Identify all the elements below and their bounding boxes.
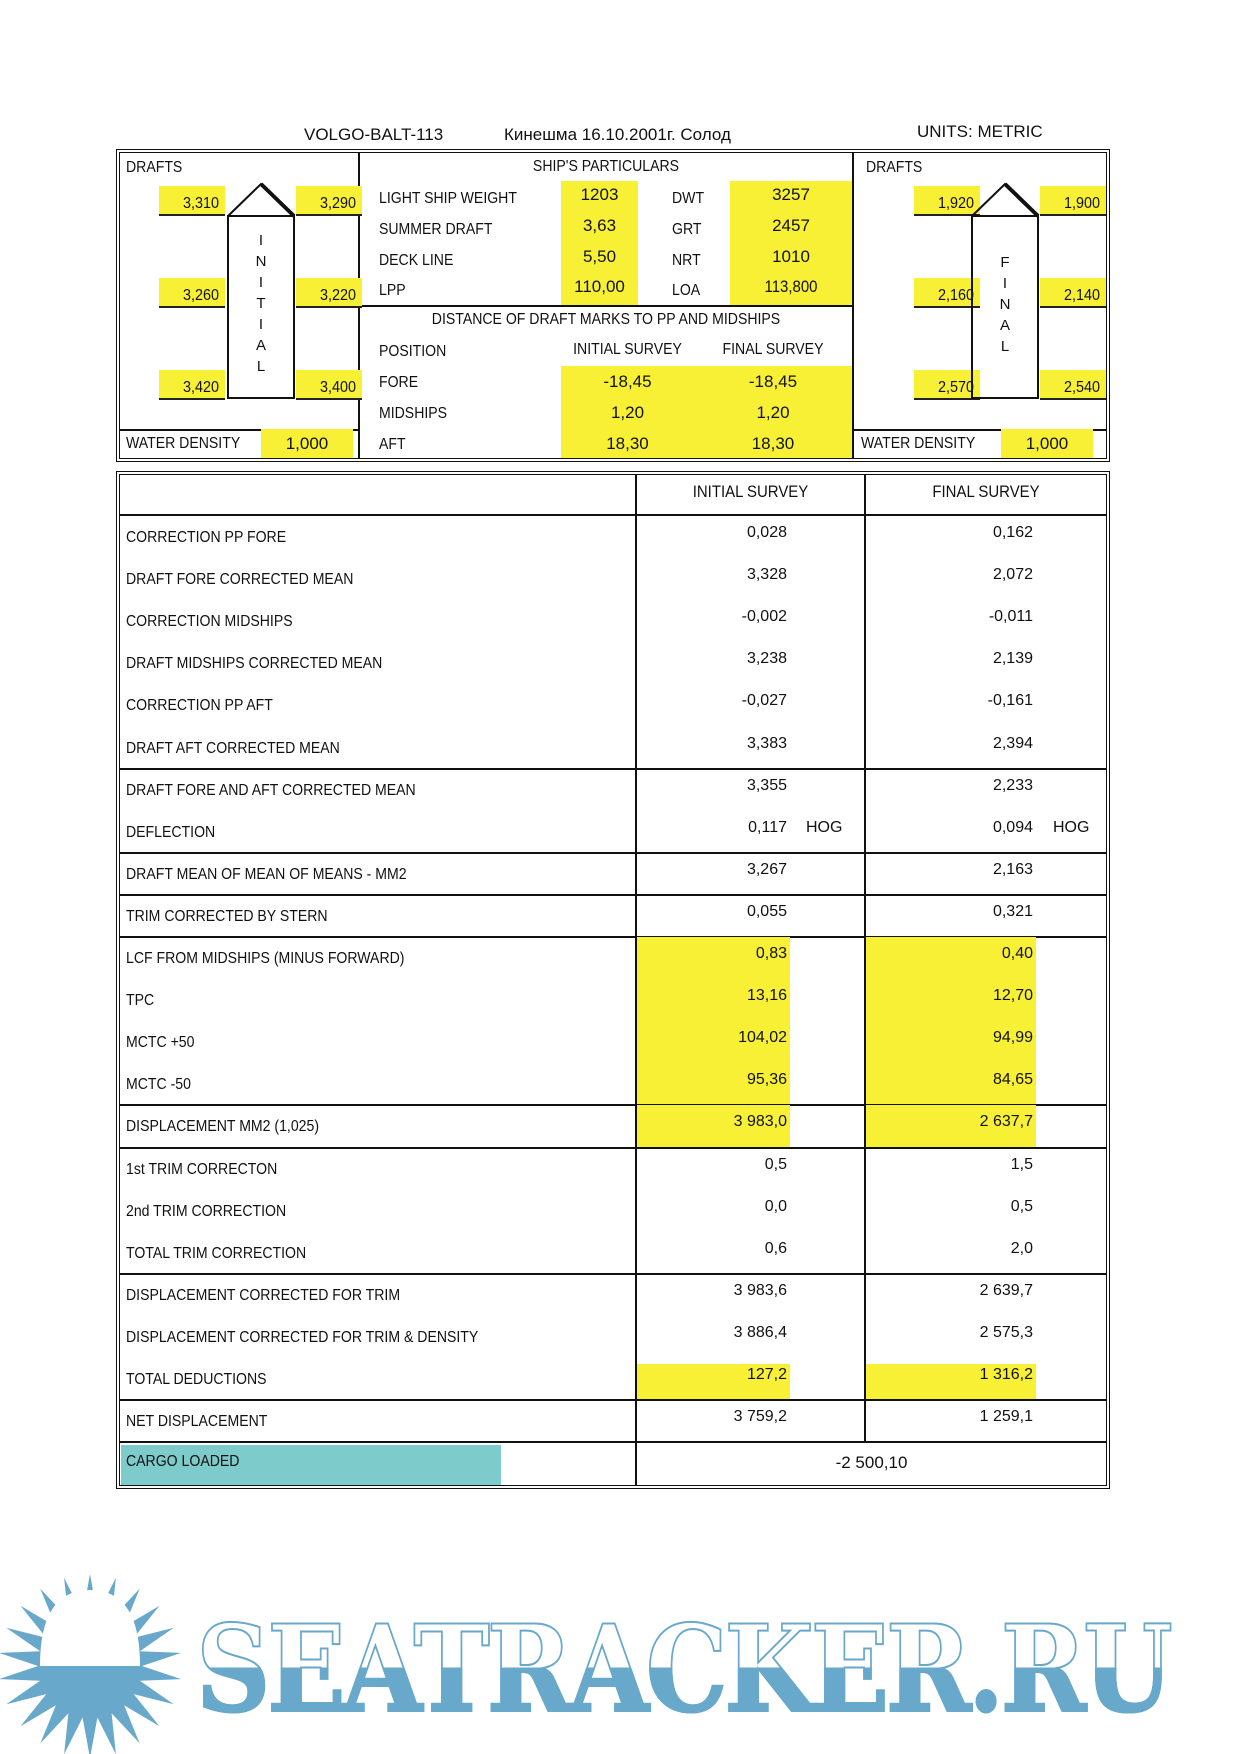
table-row-label: 1st TRIM CORRECTON — [126, 1160, 278, 1178]
final-water-density-cell — [1001, 429, 1093, 458]
row-divider — [120, 768, 1106, 770]
distance-final: -18,45 — [748, 372, 798, 391]
sun-over-sea-icon — [0, 1570, 190, 1754]
particular-label: SUMMER DRAFT — [379, 221, 493, 238]
table-row-label: DISPLACEMENT CORRECTED FOR TRIM & DENSITY — [126, 1328, 479, 1346]
table-row-label: TOTAL TRIM CORRECTION — [126, 1244, 307, 1262]
table-row-final: 2,139 — [992, 650, 1033, 668]
table-col-final: FINAL SURVEY — [932, 482, 1040, 501]
table-row-label: DRAFT MIDSHIPS CORRECTED MEAN — [126, 655, 383, 673]
table-row-initial: 95,36 — [746, 1071, 787, 1089]
table-row-label: NET DISPLACEMENT — [126, 1413, 268, 1431]
ship-letter: L — [1000, 338, 1010, 355]
table-row-initial: 104,02 — [738, 1029, 787, 1047]
table-row-label: DISPLACEMENT MM2 (1,025) — [126, 1118, 320, 1136]
distance-label: AFT — [379, 436, 406, 453]
table-row-initial: 3,267 — [746, 860, 787, 878]
divider — [852, 153, 854, 458]
table-row-label: DRAFT AFT CORRECTED MEAN — [126, 739, 340, 757]
ship-letter: A — [255, 337, 266, 354]
distance-label: FORE — [379, 374, 419, 391]
table-row-label: LCF FROM MIDSHIPS (MINUS FORWARD) — [126, 950, 405, 967]
table-row-label: MCTC -50 — [126, 1076, 191, 1094]
place-date: Кинешма 16.10.2001г. Солод — [504, 125, 731, 144]
initial-draft-mid-port — [159, 278, 225, 308]
final-water-density-value: 1,000 — [1025, 434, 1069, 453]
table-row-label: CORRECTION PP FORE — [126, 529, 287, 546]
particular-value: 1203 — [580, 185, 619, 204]
row-divider — [120, 894, 1106, 896]
row-divider — [120, 514, 1106, 516]
particular-label: DECK LINE — [379, 252, 454, 269]
row-divider — [120, 1399, 1106, 1401]
initial-water-density-label: WATER DENSITY — [126, 435, 241, 452]
table-row-final: 1,5 — [1010, 1155, 1033, 1173]
table-row-final: 2,0 — [1010, 1239, 1033, 1257]
table-row-initial: 3 759,2 — [733, 1408, 787, 1426]
table-row-final: 2 575,3 — [979, 1323, 1033, 1341]
draft-value: 3,420 — [182, 379, 219, 396]
table-row-final: 2 639,7 — [979, 1281, 1033, 1299]
table-row-final: 1 316,2 — [979, 1366, 1033, 1383]
final-draft-aft-stbd — [1040, 370, 1106, 400]
final-ship-letters — [970, 252, 1040, 357]
table-row-initial: 3 886,4 — [733, 1323, 787, 1341]
distance-initial: -18,45 — [603, 372, 652, 391]
ship-letter: N — [999, 296, 1011, 313]
table-row-final: 0,321 — [992, 902, 1033, 920]
particular-value-2: 113,800 — [764, 277, 818, 296]
initial-draft-aft-stbd — [296, 370, 362, 400]
table-row-initial: 0,055 — [746, 902, 787, 920]
initial-ship-letters — [226, 230, 296, 377]
ship-letter: I — [258, 316, 264, 333]
table-row-label: 2nd TRIM CORRECTION — [126, 1202, 287, 1220]
particular-value-2: 1010 — [772, 247, 810, 266]
initial-water-density-value: 1,000 — [285, 434, 329, 453]
ship-letter: N — [255, 253, 267, 270]
ship-letter: A — [999, 317, 1010, 334]
draft-value: 2,140 — [1063, 287, 1100, 304]
draft-value: 3,400 — [319, 379, 356, 396]
table-row-label: DRAFT MEAN OF MEAN OF MEANS - MM2 — [126, 865, 407, 883]
table-row-initial: 0,83 — [755, 945, 787, 962]
ship-letter: L — [256, 358, 266, 375]
table-row-final: 2,233 — [992, 776, 1033, 794]
draft-value: 1,900 — [1063, 195, 1100, 212]
particular-value: 110,00 — [574, 277, 625, 296]
table-row-final: 0,40 — [1001, 945, 1033, 962]
seatracker-logo — [0, 1570, 1239, 1754]
table-row-initial: 3,355 — [746, 776, 787, 794]
final-draft-fore-stbd — [1040, 186, 1106, 216]
distances-title: DISTANCE OF DRAFT MARKS TO PP AND MIDSHIPS — [431, 311, 781, 328]
table-row-label: MCTC +50 — [126, 1034, 195, 1052]
cargo-loaded-value: -2 500,10 — [835, 1453, 908, 1472]
table-row-initial: 3 983,6 — [733, 1281, 787, 1299]
ship-letter: T — [256, 295, 266, 312]
draft-value: 3,220 — [319, 287, 356, 304]
particulars-title: SHIP'S PARTICULARS — [532, 158, 680, 175]
table-row-initial: 3 983,0 — [733, 1113, 787, 1131]
table-row-final: 2,072 — [992, 566, 1033, 584]
table-row-initial: 0,5 — [764, 1155, 787, 1173]
table-row-initial-note: HOG — [806, 818, 843, 836]
table-row-label: DISPLACEMENT CORRECTED FOR TRIM — [126, 1286, 401, 1304]
particular-value: 5,50 — [582, 247, 617, 266]
table-row-label: CORRECTION PP AFT — [126, 697, 273, 715]
draft-value: 3,310 — [182, 195, 219, 212]
row-divider — [120, 852, 1106, 854]
particular-label-2: NRT — [672, 252, 701, 269]
draft-value: 2,570 — [937, 379, 974, 396]
distance-final: 18,30 — [751, 434, 795, 453]
final-water-density-label: WATER DENSITY — [861, 435, 976, 452]
draft-value: 2,160 — [937, 287, 974, 304]
table-col-initial: INITIAL SURVEY — [692, 482, 809, 501]
table-row-final: 0,5 — [1010, 1197, 1033, 1215]
initial-draft-fore-stbd — [296, 186, 362, 216]
table-row-initial: 0,0 — [764, 1197, 787, 1215]
initial-draft-mid-stbd — [296, 278, 362, 308]
distance-label: MIDSHIPS — [379, 405, 448, 422]
particular-value-2: 3257 — [772, 185, 810, 204]
divider — [358, 305, 852, 307]
distances-col-initial: INITIAL SURVEY — [573, 341, 682, 358]
particular-value-2: 2457 — [772, 216, 810, 235]
table-row-initial: -0,027 — [741, 692, 787, 710]
table-row-final: 94,99 — [992, 1029, 1033, 1047]
table-row-initial: 0,117 — [748, 818, 787, 836]
particular-label: LIGHT SHIP WEIGHT — [379, 190, 517, 207]
table-row-final: 0,094 — [992, 818, 1033, 836]
particular-label-2: GRT — [672, 221, 702, 238]
table-row-label: TPC — [126, 992, 155, 1010]
distance-final: 1,20 — [756, 403, 790, 422]
table-row-final: 12,70 — [992, 987, 1033, 1005]
table-row-final: -0,161 — [987, 692, 1033, 710]
draft-value: 1,920 — [937, 195, 974, 212]
final-ship-diagram-icon — [970, 180, 1040, 400]
particular-label-2: LOA — [672, 282, 701, 299]
initial-water-density-cell — [261, 429, 353, 458]
draft-value: 3,290 — [319, 195, 356, 212]
initial-draft-aft-port — [159, 370, 225, 400]
table-row-final: 2,394 — [992, 734, 1033, 752]
distances-col-final: FINAL SURVEY — [722, 341, 824, 358]
table-row-final: 84,65 — [992, 1071, 1033, 1089]
table-row-label: TRIM CORRECTED BY STERN — [126, 907, 328, 925]
particular-value: 3,63 — [582, 216, 617, 235]
table-row-label: DEFLECTION — [126, 823, 216, 841]
row-divider — [120, 1273, 1106, 1275]
table-row-initial: 127,2 — [746, 1366, 787, 1383]
initial-drafts-label: DRAFTS — [126, 159, 183, 176]
table-row-final: 2 637,7 — [979, 1113, 1033, 1131]
final-drafts-label: DRAFTS — [866, 159, 923, 176]
table-row-final-note: HOG — [1053, 818, 1090, 836]
distance-initial: 18,30 — [606, 434, 649, 453]
table-row-initial: 0,6 — [764, 1239, 787, 1257]
ship-letter: I — [1002, 275, 1008, 292]
table-row-final: 2,163 — [992, 860, 1033, 878]
logo-text: SEATRACKER.RU — [196, 1599, 1170, 1740]
table-row-label: TOTAL DEDUCTIONS — [126, 1371, 267, 1388]
cargo-loaded-label: CARGO LOADED — [126, 1453, 240, 1470]
table-row-label: CORRECTION MIDSHIPS — [126, 613, 293, 631]
table-row-final: 0,162 — [992, 524, 1033, 541]
table-row-initial: 3,383 — [746, 734, 787, 752]
row-divider — [120, 1147, 1106, 1149]
table-row-label: DRAFT FORE AND AFT CORRECTED MEAN — [126, 781, 416, 799]
particular-label-2: DWT — [672, 190, 705, 207]
vessel-name: VOLGO-BALT-113 — [304, 125, 444, 144]
distance-initial: 1,20 — [610, 403, 645, 422]
table-row-initial: 3,328 — [746, 566, 787, 584]
draft-value: 2,540 — [1063, 379, 1100, 396]
initial-draft-fore-port — [159, 186, 225, 216]
draft-value: 3,260 — [182, 287, 219, 304]
table-row-final: -0,011 — [988, 608, 1033, 626]
ship-letter: F — [1000, 254, 1010, 271]
ship-letter: I — [258, 232, 264, 249]
row-divider — [120, 1441, 1106, 1443]
initial-ship-diagram-icon — [226, 180, 296, 400]
particular-label: LPP — [379, 282, 406, 299]
table-row-label: DRAFT FORE CORRECTED MEAN — [126, 571, 354, 589]
table-row-initial: -0,002 — [741, 608, 787, 626]
distances-col-position: POSITION — [379, 343, 447, 360]
table-row-initial: 13,16 — [746, 987, 787, 1005]
ship-letter: I — [258, 274, 264, 291]
table-row-initial: 3,238 — [746, 650, 787, 668]
final-draft-mid-stbd — [1040, 278, 1106, 308]
table-row-final: 1 259,1 — [979, 1408, 1033, 1426]
units-label: UNITS: METRIC — [917, 122, 1043, 141]
table-row-initial: 0,028 — [746, 524, 787, 541]
